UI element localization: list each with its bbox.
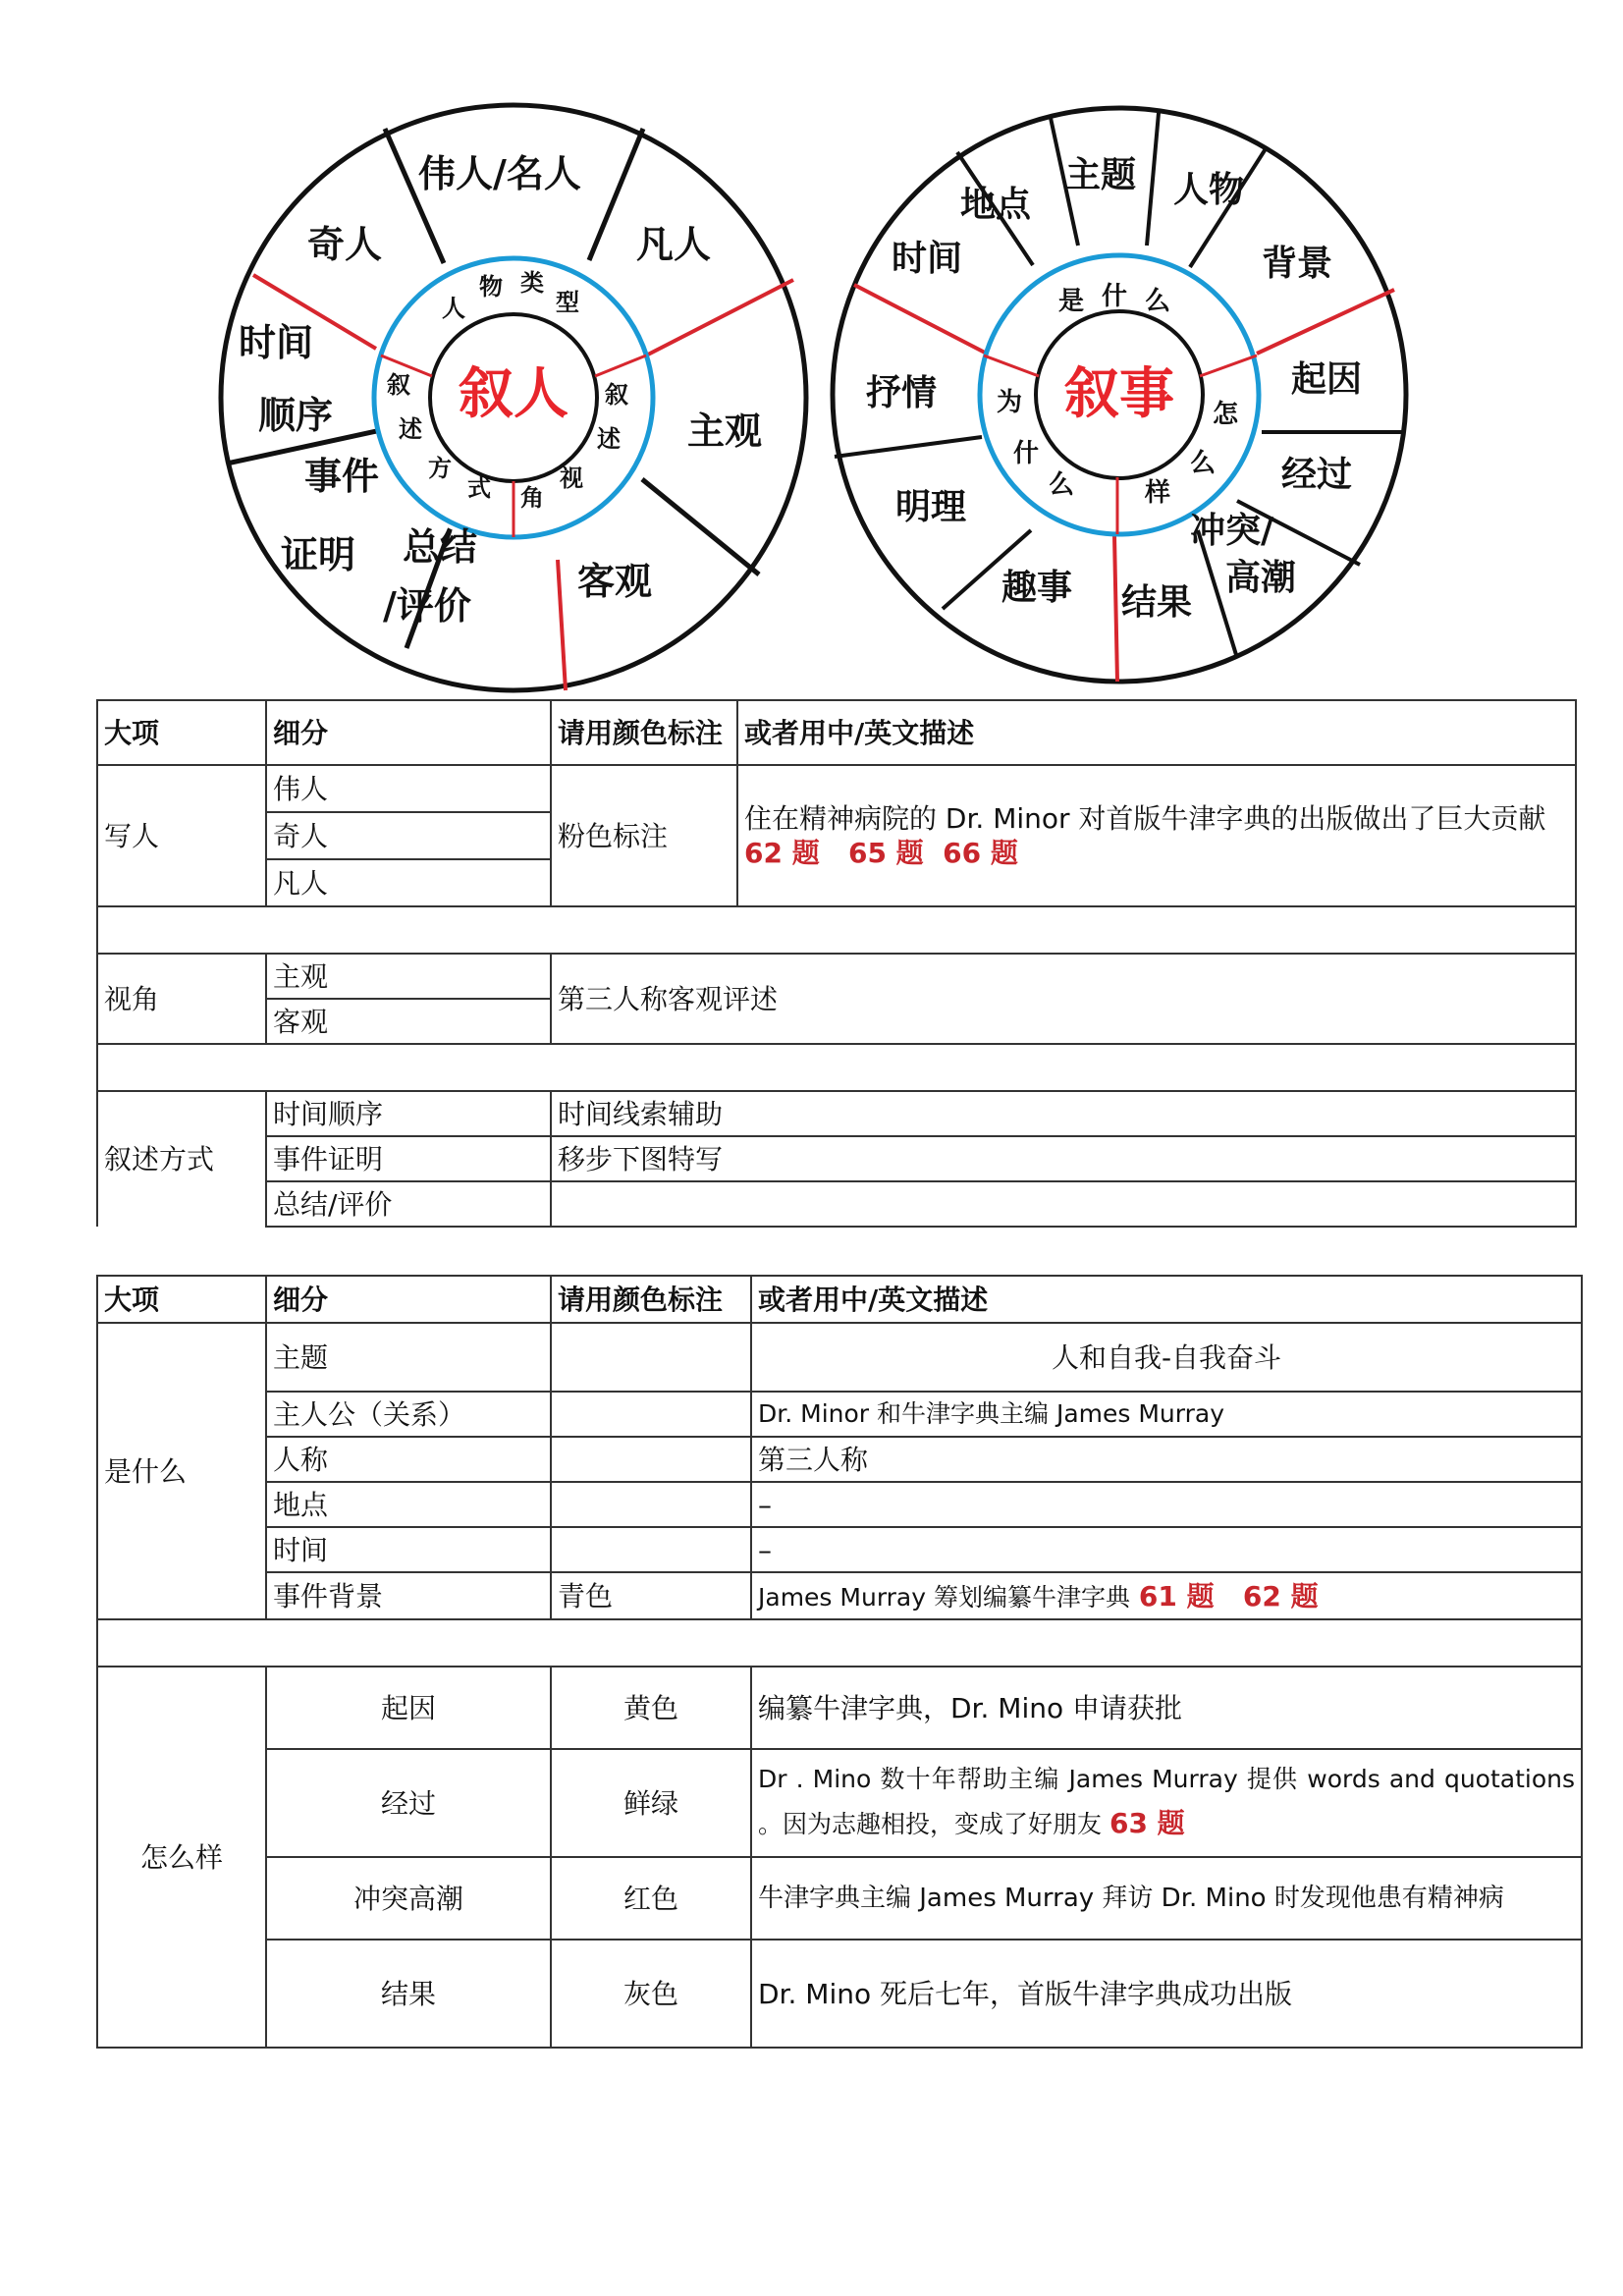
- color-cell: 青色: [551, 1572, 751, 1619]
- segment-label: 顺序: [258, 394, 334, 437]
- category-xieren: 写人: [97, 765, 266, 906]
- segment-label: 地点: [960, 185, 1032, 225]
- header-subcategory: 细分: [266, 700, 551, 765]
- segment-label: 趣事: [1001, 568, 1073, 608]
- person-analysis-table: [96, 699, 1577, 1228]
- subcategory-cell: 主观: [266, 954, 551, 999]
- description-cell: –: [751, 1482, 1582, 1527]
- subcategory-cell: 时间顺序: [266, 1091, 551, 1136]
- description-cell: [751, 1572, 1582, 1619]
- wheel-right-center-title: 叙事: [1064, 362, 1174, 426]
- category-shishenme: 是什么: [97, 1323, 266, 1619]
- segment-label: 时间: [892, 239, 963, 279]
- description-cell: 编纂牛津字典，Dr. Mino 申请获批: [751, 1667, 1582, 1749]
- subcategory-cell: 事件证明: [266, 1136, 551, 1181]
- category-shijiao: 视角: [97, 954, 266, 1044]
- subcategory-cell: 客观: [266, 999, 551, 1044]
- inner-label: 叙: [605, 381, 628, 409]
- segment-label: 经过: [1281, 455, 1353, 495]
- header-category: 大项: [97, 1276, 266, 1323]
- subcategory-cell: 事件背景: [266, 1572, 551, 1619]
- inner-label: 么: [1190, 449, 1217, 478]
- subcategory-cell: 奇人: [266, 812, 551, 859]
- subcategory-cell: 冲突高潮: [266, 1857, 551, 1940]
- segment-label: 结果: [1121, 582, 1193, 623]
- inner-label: 类: [520, 269, 544, 297]
- narrate-person-wheel: [214, 98, 813, 697]
- header-description: 或者用中/英文描述: [751, 1276, 1582, 1323]
- segment-label: 高潮: [1225, 558, 1297, 598]
- inner-label: 式: [467, 474, 491, 502]
- segment-label: 客观: [577, 560, 653, 603]
- subcategory-cell: 时间: [266, 1527, 551, 1572]
- segment-label: 伟人/名人: [418, 152, 581, 195]
- segment-label: 总结: [403, 525, 478, 569]
- segment-label: 事件: [304, 455, 380, 498]
- inner-label: 人: [442, 295, 465, 322]
- description-cell: [751, 1749, 1582, 1857]
- color-cell: [551, 1527, 751, 1572]
- segment-label: 证明: [281, 533, 356, 576]
- color-cell: [551, 1392, 751, 1437]
- segment-label: 时间: [239, 321, 314, 364]
- segment-label: 主观: [687, 410, 763, 453]
- subcategory-cell: 起因: [266, 1667, 551, 1749]
- header-description: 或者用中/英文描述: [737, 700, 1576, 765]
- inner-label: 是: [1058, 287, 1085, 316]
- description-cell: Dr. Mino 死后七年，首版牛津字典成功出版: [751, 1940, 1582, 2048]
- inner-label: 怎: [1213, 400, 1239, 429]
- color-cell: [551, 1437, 751, 1482]
- inner-label: 么: [1145, 287, 1171, 316]
- color-cell: [551, 1323, 751, 1392]
- description-cell: Dr. Minor 和牛津字典主编 James Murray: [751, 1392, 1582, 1437]
- color-cell: 黄色: [551, 1667, 751, 1749]
- segment-label: 明理: [895, 487, 967, 527]
- description-cell: 第三人称客观评述: [551, 954, 1576, 1044]
- question-refs: 62 题 65 题 66 题: [744, 837, 1018, 869]
- inner-label: 样: [1145, 478, 1171, 508]
- color-cell: [551, 1482, 751, 1527]
- subcategory-cell: 总结/评价: [266, 1181, 551, 1227]
- segment-label: 主题: [1065, 155, 1137, 195]
- category-xushu: 叙述方式: [97, 1091, 266, 1227]
- description-cell: 人和自我-自我奋斗: [751, 1323, 1582, 1392]
- description-cell: [551, 1181, 1576, 1227]
- subcategory-cell: 经过: [266, 1749, 551, 1857]
- subcategory-cell: 主题: [266, 1323, 551, 1392]
- segment-label: 起因: [1291, 359, 1363, 400]
- inner-label: 型: [556, 289, 579, 316]
- header-category: 大项: [97, 700, 266, 765]
- inner-label: 什: [1013, 439, 1040, 468]
- color-cell: 红色: [551, 1857, 751, 1940]
- question-refs: 61 题 62 题: [1138, 1579, 1319, 1613]
- header-subcategory: 细分: [266, 1276, 551, 1323]
- color-cell: 鲜绿: [551, 1749, 751, 1857]
- description-cell: 第三人称: [751, 1437, 1582, 1482]
- color-cell: 灰色: [551, 1940, 751, 2048]
- spacer-row: [97, 906, 1576, 954]
- inner-label: 什: [1102, 282, 1128, 311]
- inner-label: 么: [1049, 470, 1075, 500]
- subcategory-cell: 伟人: [266, 765, 551, 812]
- description-cell: 牛津字典主编 James Murray 拜访 Dr. Mino 时发现他患有精神病: [751, 1857, 1582, 1940]
- segment-label: 人物: [1173, 170, 1245, 210]
- description-text: 住在精神病院的 Dr. Minor 对首版牛津字典的出版做出了巨大贡献: [744, 802, 1546, 835]
- segment-label: 背景: [1262, 244, 1333, 284]
- spacer-row: [97, 1044, 1576, 1091]
- description-cell: 移步下图特写: [551, 1136, 1576, 1181]
- inner-label: 述: [399, 415, 422, 443]
- header-color: 请用颜色标注: [551, 1276, 751, 1323]
- subcategory-cell: 主人公（关系）: [266, 1392, 551, 1437]
- category-zenmeyang: 怎么样: [97, 1667, 266, 2048]
- segment-label: 凡人: [636, 223, 712, 266]
- question-refs: 63 题: [1109, 1807, 1185, 1840]
- subcategory-cell: 结果: [266, 1940, 551, 2048]
- description-cell: 时间线索辅助: [551, 1091, 1576, 1136]
- wheel-left-center-title: 叙人: [459, 362, 568, 426]
- description-cell: [737, 765, 1576, 906]
- description-text: James Murray 筹划编纂牛津字典: [758, 1582, 1130, 1612]
- subcategory-cell: 凡人: [266, 859, 551, 906]
- narrate-event-wheel: [825, 98, 1414, 687]
- inner-label: 为: [997, 388, 1023, 417]
- inner-label: 方: [428, 455, 452, 482]
- inner-label: 述: [597, 425, 621, 453]
- color-cell: 粉色标注: [551, 765, 737, 906]
- segment-label: 抒情: [866, 373, 938, 413]
- subcategory-cell: 地点: [266, 1482, 551, 1527]
- segment-label: /评价: [383, 584, 471, 628]
- event-analysis-table: [96, 1275, 1583, 2049]
- segment-label: 奇人: [307, 223, 383, 266]
- description-cell: –: [751, 1527, 1582, 1572]
- inner-label: 视: [560, 465, 583, 492]
- spacer-row: [97, 1619, 1582, 1667]
- inner-label: 角: [520, 484, 544, 512]
- subcategory-cell: 人称: [266, 1437, 551, 1482]
- inner-label: 物: [479, 273, 503, 301]
- inner-label: 叙: [387, 371, 410, 399]
- header-color: 请用颜色标注: [551, 700, 737, 765]
- description-text: Dr . Mino 数十年帮助主编 James Murray 提供 words and quotations 。因为志趣相投，变成了好朋友: [758, 1764, 1575, 1839]
- segment-label: 冲突/: [1190, 511, 1274, 551]
